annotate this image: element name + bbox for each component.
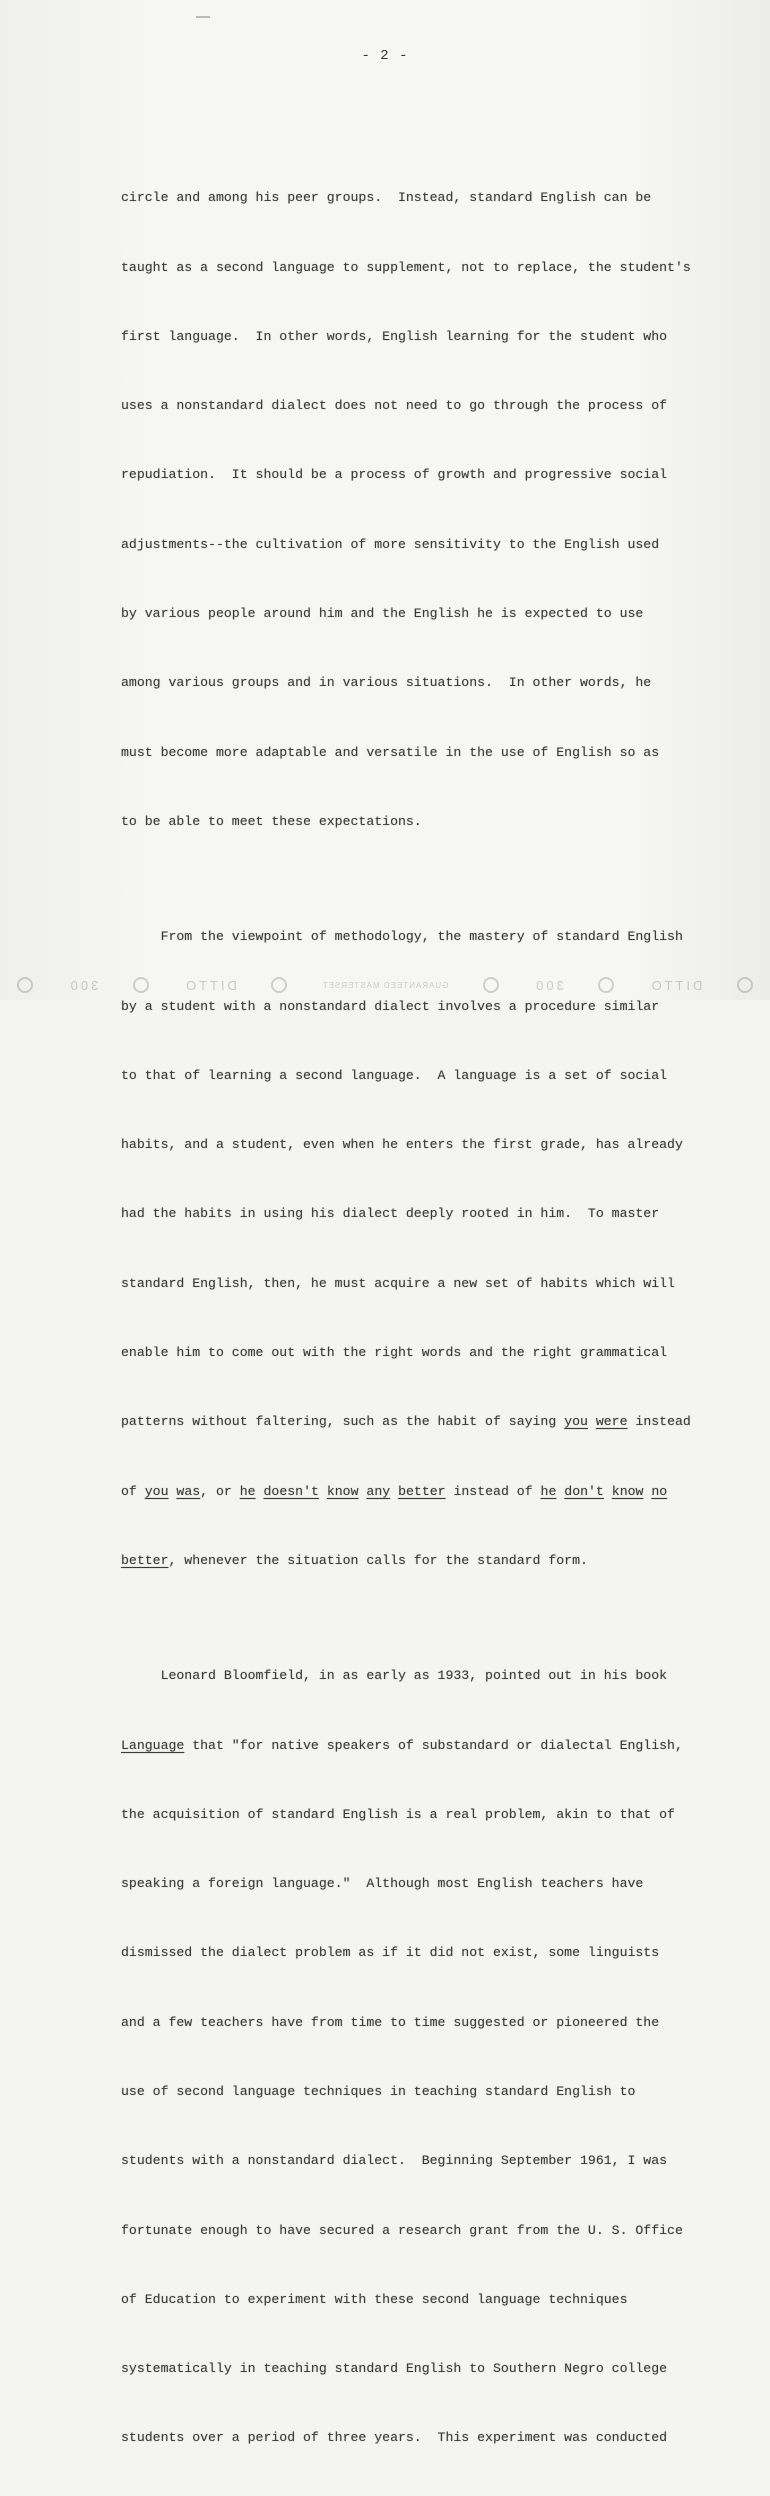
underlined-word: don't — [564, 1483, 604, 1499]
underlined-word: know — [326, 1483, 359, 1499]
text-line: by various people around him and the English he is expected to use — [121, 605, 644, 621]
text-line: Leonard Bloomfield, in as early as 1933, pointed out in his book — [121, 1668, 668, 1684]
text-run: instead — [627, 1414, 691, 1430]
text-line: From the viewpoint of methodology, the mastery of standard English — [121, 929, 683, 945]
footer-code: 300 — [67, 977, 99, 993]
underlined-word: better — [398, 1483, 446, 1499]
text-line: among various groups and in various situations. In other words, he — [121, 675, 652, 691]
text-line: students with a nonstandard dialect. Beginning September 1961, I was — [121, 2153, 668, 2169]
underlined-word: know — [611, 1483, 644, 1499]
text-line: adjustments--the cultivation of more sensitivity to the English used — [121, 536, 660, 552]
text-line: and a few teachers have from time to time suggested or pioneered the — [121, 2014, 660, 2030]
text-line: must become more adaptable and versatile in the use of English so as — [121, 744, 660, 760]
text-run: , whenever the situation calls for the standard form. — [168, 1552, 588, 1568]
text-run: that "for native speakers of substandard or dialectal English, — [184, 1737, 683, 1753]
punch-hole-icon — [737, 977, 753, 993]
underlined-word: better — [121, 1552, 169, 1568]
text-run: of — [121, 1483, 145, 1499]
underlined-word: he — [540, 1483, 557, 1499]
text-line: taught as a second language to supplement, not to replace, the student's — [121, 259, 691, 275]
underlined-word: he — [239, 1483, 256, 1499]
ditto-footer — [0, 970, 770, 1000]
text-line: students over a period of three years. This experiment was conducted — [121, 2430, 668, 2446]
book-title: Language — [121, 1737, 185, 1753]
underlined-word: you — [144, 1483, 169, 1499]
footer-brand-small: GUARANTEED MASTERSET — [321, 980, 449, 990]
text-line — [121, 1549, 681, 1572]
text-line: of Education to experiment with these second language techniques — [121, 2291, 628, 2307]
text-line: first language. In other words, English learning for the student who — [121, 328, 668, 344]
punch-hole-icon — [483, 977, 499, 993]
text-run — [604, 1484, 612, 1499]
text-line: enable him to come out with the right words and the right grammatical — [121, 1344, 668, 1360]
footer-brand: DITTO — [183, 977, 237, 993]
text-line: habits, and a student, even when he enters the first grade, has already — [121, 1137, 683, 1153]
text-run — [256, 1484, 264, 1499]
text-line — [121, 1480, 681, 1503]
underlined-word: were — [595, 1414, 628, 1430]
text-line: uses a nonstandard dialect does not need to go through the process of — [121, 398, 668, 414]
text-run: patterns without faltering, such as the habit of saying — [121, 1414, 565, 1430]
text-line: circle and among his peer groups. Instead, standard English can be — [121, 190, 652, 206]
text-line: had the habits in using his dialect deeply rooted in him. To master — [121, 1206, 660, 1222]
text-run — [390, 1484, 398, 1499]
text-line: dismissed the dialect problem as if it did not exist, some linguists — [121, 1945, 660, 1961]
punch-hole-icon — [17, 977, 33, 993]
text-line: to that of learning a second language. A language is a set of social — [121, 1067, 668, 1083]
text-line: by a student with a nonstandard dialect involves a procedure similar — [121, 998, 660, 1014]
text-line: use of second language techniques in teaching standard English to — [121, 2083, 636, 2099]
text-line — [121, 1410, 691, 1433]
footer-code: 300 — [533, 977, 564, 993]
punch-hole-icon — [133, 977, 149, 993]
text-line: standard English, then, he must acquire a new set of habits which will — [121, 1275, 675, 1291]
underlined-word: doesn't — [263, 1483, 319, 1499]
footer-brand: DITTO — [648, 977, 703, 993]
text-line: systematically in teaching standard English to Southern Negro college — [121, 2361, 668, 2377]
text-line — [121, 1734, 681, 1757]
page-number: - 2 - — [361, 48, 409, 64]
underlined-word: was — [176, 1483, 201, 1499]
text-line: the acquisition of standard English is a real problem, akin to that of — [121, 1806, 675, 1822]
text-run: instead of — [445, 1483, 541, 1499]
underlined-word: any — [366, 1483, 391, 1499]
text-run — [319, 1484, 327, 1499]
text-line: fortunate enough to have secured a research grant from the U. S. Office — [121, 2222, 683, 2238]
text-run — [588, 1414, 596, 1429]
body-text — [121, 117, 691, 2496]
underlined-word: no — [651, 1483, 668, 1499]
text-line: repudiation. It should be a process of growth and progressive social — [121, 467, 668, 483]
underlined-word: you — [564, 1414, 588, 1430]
smudge-mark — [196, 16, 210, 18]
text-line: speaking a foreign language." Although most English teachers have — [121, 1876, 644, 1892]
punch-hole-icon — [598, 977, 614, 993]
text-run: , or — [200, 1483, 240, 1499]
text-line: to be able to meet these expectations. — [121, 813, 422, 829]
punch-hole-icon — [271, 977, 287, 993]
